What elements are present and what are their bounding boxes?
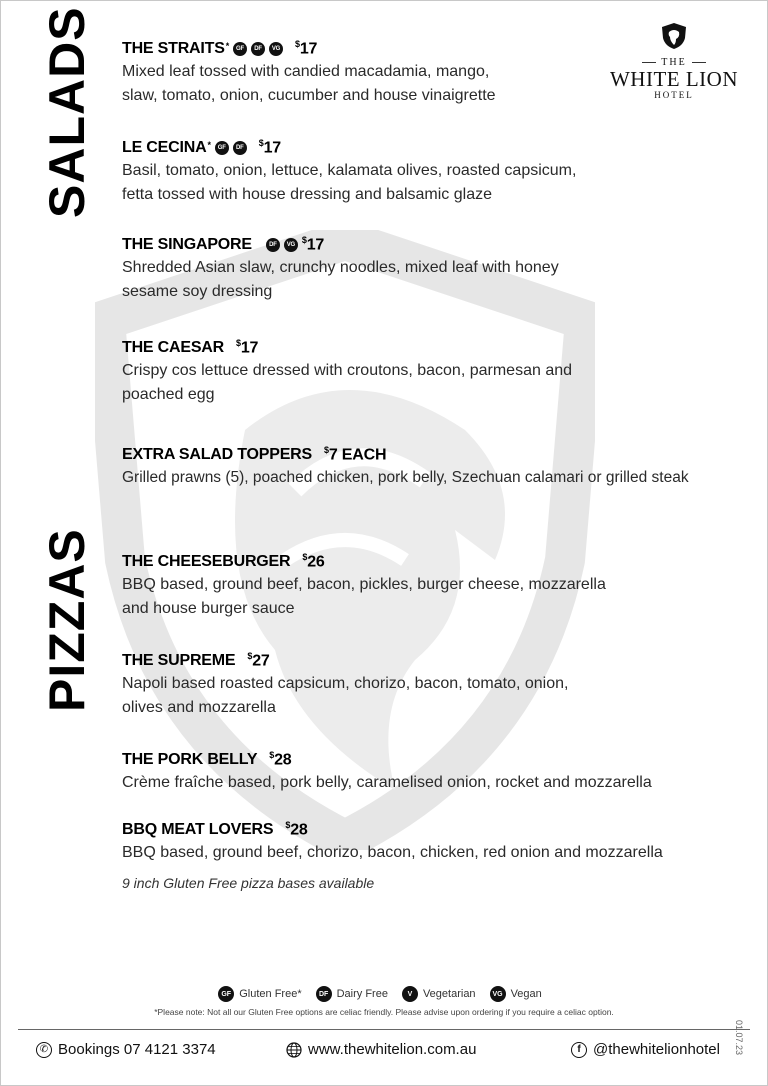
legend-label: Gluten Free* bbox=[239, 988, 302, 1000]
item-description: Napoli based roasted capsicum, chorizo, bacon, tomato, onion, bbox=[122, 675, 569, 692]
section-title-salads: SALADS bbox=[39, 6, 95, 218]
menu-item-le-cecina bbox=[122, 137, 576, 207]
logo-the: THE bbox=[598, 57, 750, 68]
item-price: $27 bbox=[247, 651, 270, 670]
logo-hotel: HOTEL bbox=[654, 90, 694, 100]
menu-item-bbq-meat-lovers bbox=[122, 819, 663, 865]
asterisk: * bbox=[207, 140, 211, 150]
website-text: www.thewhitelion.com.au bbox=[308, 1041, 477, 1058]
item-price: $7 EACH bbox=[324, 445, 387, 464]
item-name: THE SUPREME bbox=[122, 652, 236, 669]
item-price: $17 bbox=[236, 338, 259, 357]
gf-badge-icon: GF bbox=[233, 42, 247, 56]
phone-text: Bookings 07 4121 3374 bbox=[58, 1041, 216, 1058]
item-description: Mixed leaf tossed with candied macadamia, mango, bbox=[122, 63, 490, 80]
menu-item-the-caesar bbox=[122, 337, 572, 407]
footer-divider bbox=[18, 1029, 750, 1030]
df-badge-icon: DF bbox=[251, 42, 265, 56]
item-name: THE CHEESEBURGER bbox=[122, 553, 291, 570]
gf-badge-icon: GF bbox=[215, 141, 229, 155]
item-name: THE PORK BELLY bbox=[122, 751, 258, 768]
menu-date: 01.07.23 bbox=[734, 1020, 744, 1056]
vg-badge-icon: VG bbox=[284, 238, 298, 252]
item-description: Shredded Asian slaw, crunchy noodles, mixed leaf with honey bbox=[122, 259, 559, 276]
item-description: and house burger sauce bbox=[122, 600, 295, 617]
v-badge-icon: V bbox=[402, 986, 418, 1002]
section-title-pizzas: PIZZAS bbox=[39, 528, 95, 712]
item-description: fetta tossed with house dressing and balsamic glaze bbox=[122, 186, 492, 203]
item-name: THE CAESAR bbox=[122, 339, 225, 356]
item-name: THE STRAITS bbox=[122, 40, 225, 57]
item-description: Grilled prawns (5), poached chicken, pork belly, Szechuan calamari or grilled steak bbox=[122, 469, 689, 486]
item-name: THE SINGAPORE bbox=[122, 236, 252, 253]
legend-label: Vegan bbox=[510, 988, 542, 1000]
item-description: olives and mozzarella bbox=[122, 699, 276, 716]
df-badge-icon: DF bbox=[233, 141, 247, 155]
item-description: BBQ based, ground beef, bacon, pickles, burger cheese, mozzarella bbox=[122, 576, 606, 593]
item-price: $17 bbox=[258, 138, 281, 157]
facebook-text: @thewhitelionhotel bbox=[593, 1041, 720, 1058]
menu-item-the-singapore bbox=[122, 234, 559, 304]
dietary-legend bbox=[0, 986, 768, 1002]
legend-label: Vegetarian bbox=[422, 988, 476, 1000]
item-description: Crème fraîche based, pork belly, caramelised onion, rocket and mozzarella bbox=[122, 774, 652, 791]
item-description: sesame soy dressing bbox=[122, 283, 273, 300]
menu-item-extra-salad-toppers bbox=[122, 444, 689, 490]
item-name: LE CECINA bbox=[122, 139, 207, 156]
menu-item-the-pork-belly bbox=[122, 749, 652, 795]
lion-shield-icon bbox=[661, 22, 687, 50]
item-description: Basil, tomato, onion, lettuce, kalamata olives, roasted capsicum, bbox=[122, 162, 577, 179]
facebook-link[interactable] bbox=[571, 1041, 720, 1058]
df-badge-icon: DF bbox=[316, 986, 332, 1002]
item-description: Crispy cos lettuce dressed with croutons, bacon, parmesan and bbox=[122, 362, 573, 379]
item-price: $28 bbox=[285, 820, 308, 839]
website-link[interactable] bbox=[286, 1041, 476, 1058]
vg-badge-icon: VG bbox=[490, 986, 506, 1002]
df-badge-icon: DF bbox=[266, 238, 280, 252]
item-description: BBQ based, ground beef, chorizo, bacon, chicken, red onion and mozzarella bbox=[122, 844, 663, 861]
item-name: BBQ MEAT LOVERS bbox=[122, 821, 274, 838]
menu-item-the-supreme bbox=[122, 650, 568, 720]
item-description: slaw, tomato, onion, cucumber and house vinaigrette bbox=[122, 87, 496, 104]
white-lion-logo bbox=[598, 22, 750, 100]
facebook-icon: f bbox=[571, 1042, 587, 1058]
menu-item-the-cheeseburger bbox=[122, 551, 606, 621]
item-price: $17 bbox=[295, 39, 318, 58]
item-name: EXTRA SALAD TOPPERS bbox=[122, 446, 313, 463]
menu-item-the-straits bbox=[122, 38, 496, 108]
item-description: poached egg bbox=[122, 386, 215, 403]
logo-name: WHITE LION bbox=[609, 67, 739, 91]
item-price: $26 bbox=[302, 552, 325, 571]
item-price: $28 bbox=[269, 750, 292, 769]
item-price: $17 bbox=[301, 235, 325, 254]
vg-badge-icon: VG bbox=[269, 42, 283, 56]
phone-contact[interactable] bbox=[36, 1041, 216, 1058]
footer bbox=[0, 1041, 768, 1063]
gf-badge-icon: GF bbox=[218, 986, 234, 1002]
phone-icon: ✆ bbox=[36, 1042, 52, 1058]
legend-label: Dairy Free bbox=[336, 988, 388, 1000]
globe-icon bbox=[286, 1042, 302, 1058]
celiac-disclaimer: *Please note: Not all our Gluten Free options are celiac friendly. Please advise upon ordering if you require a celiac option. bbox=[154, 1007, 614, 1017]
gluten-free-pizza-note: 9 inch Gluten Free pizza bases available bbox=[122, 875, 375, 891]
asterisk: * bbox=[225, 41, 230, 51]
